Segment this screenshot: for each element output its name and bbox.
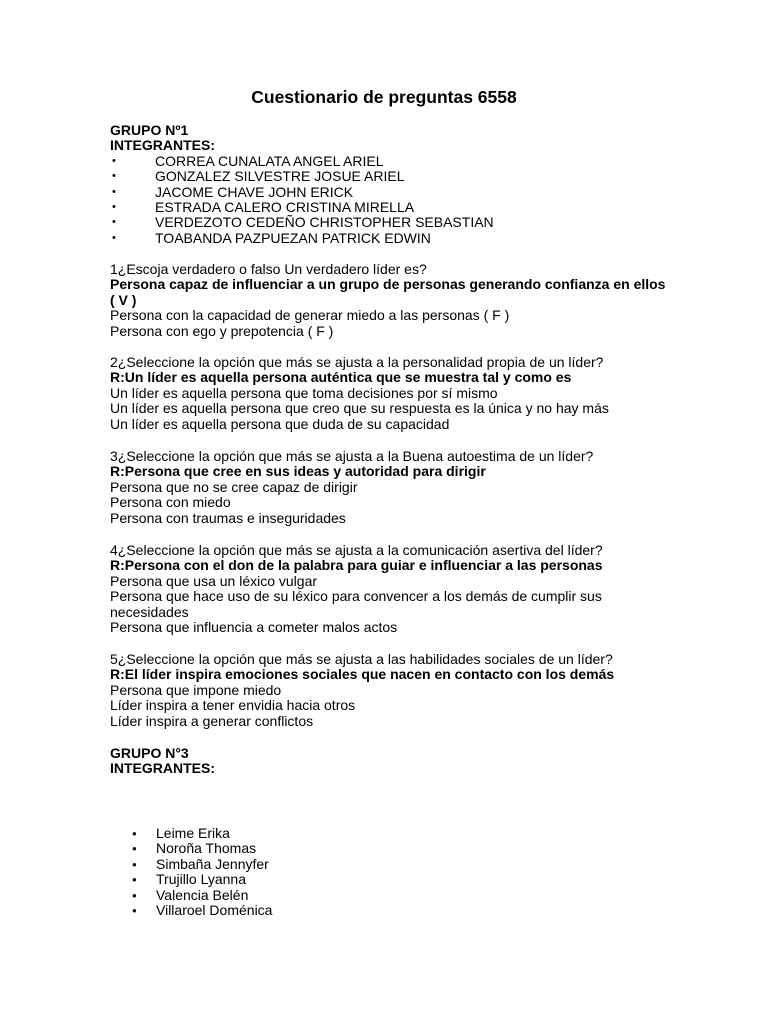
- answer-option: Persona que hace uso de su léxico para convencer a los demás de cumplir sus necesidades: [110, 588, 602, 620]
- document-title: Cuestionario de preguntas 6558: [251, 87, 517, 107]
- answer-option: Persona con traumas e inseguridades: [110, 509, 346, 526]
- correct-answer: R:El líder inspira emociones sociales que nacen en contacto con los demás: [110, 666, 615, 683]
- group-3-heading: GRUPO N°3: [110, 745, 189, 761]
- correct-answer: Persona capaz de influenciar a un grupo de personas generando confianza en ellos ( V ): [110, 276, 666, 308]
- question-text: 2¿Seleccione la opción que más se ajusta a la personalidad propia de un líder?: [110, 354, 604, 370]
- member-list-item: ● Noroña Thomas: [110, 841, 670, 856]
- member-list-item: ● Leime Erika: [110, 826, 670, 841]
- question-5: [110, 652, 670, 729]
- question-text: 3¿Seleccione la opción que más se ajusta a la Buena autoestima de un líder?: [110, 448, 594, 464]
- correct-answer: R:Persona que cree en sus ideas y autoridad para dirigir: [110, 463, 486, 480]
- member-list-item: ● Trujillo Lyanna: [110, 872, 670, 887]
- member-list-item: • GONZALEZ SILVESTRE JOSUE ARIEL: [110, 169, 670, 184]
- member-list-item: ● Simbaña Jennyfer: [110, 857, 670, 872]
- question-text: 4¿Seleccione la opción que más se ajusta a la comunicación asertiva del líder?: [110, 542, 603, 558]
- group-3-section: [110, 746, 670, 777]
- member-list-item: • CORREA CUNALATA ANGEL ARIEL: [110, 154, 670, 169]
- answer-option: Persona con la capacidad de generar miedo a las personas ( F ): [110, 307, 510, 324]
- answer-option: Un líder es aquella persona que toma decisiones por sí mismo: [110, 384, 498, 401]
- member-list-item: ● Valencia Belén: [110, 888, 670, 903]
- correct-answer: R:Un líder es aquella persona auténtica que se muestra tal y como es: [110, 369, 572, 386]
- group-3-member-list: [110, 826, 670, 918]
- correct-answer: R:Persona con el don de la palabra para guiar e influenciar a las personas: [110, 557, 603, 574]
- answer-option: Líder inspira a generar conflictos: [110, 712, 314, 729]
- answer-option: Persona que usa un léxico vulgar: [110, 572, 318, 589]
- member-list-item: • JACOME CHAVE JOHN ERICK: [110, 185, 670, 200]
- member-list-item: • TOABANDA PAZPUEZAN PATRICK EDWIN: [110, 231, 670, 246]
- group-1-members-label: INTEGRANTES:: [110, 137, 215, 154]
- answer-option: Un líder es aquella persona que creo que su respuesta es la única y no hay más: [110, 400, 609, 417]
- member-list-item: • VERDEZOTO CEDEÑO CHRISTOPHER SEBASTIAN: [110, 215, 670, 230]
- question-1: [110, 262, 670, 339]
- question-3: [110, 449, 670, 526]
- answer-option: Un líder es aquella persona que duda de su capacidad: [110, 415, 450, 432]
- answer-option: Líder inspira a tener envidia hacia otros: [110, 697, 356, 714]
- question-2: [110, 355, 670, 432]
- question-text: 5¿Seleccione la opción que más se ajusta a las habilidades sociales de un líder?: [110, 651, 613, 667]
- member-list-item: ● Villaroel Doménica: [110, 903, 670, 918]
- answer-option: Persona que impone miedo: [110, 681, 282, 698]
- group-1-member-list: [110, 154, 670, 246]
- answer-option: Persona con ego y prepotencia ( F ): [110, 322, 334, 339]
- answer-option: Persona con miedo: [110, 494, 231, 511]
- question-4: [110, 543, 670, 635]
- question-text: 1¿Escoja verdadero o falso Un verdadero líder es?: [110, 261, 427, 277]
- answer-option: Persona que influencia a cometer malos actos: [110, 619, 398, 636]
- member-list-item: • ESTRADA CALERO CRISTINA MIRELLA: [110, 200, 670, 215]
- group-3-member-list-container: [110, 826, 670, 918]
- group-1-heading: GRUPO Nº1: [110, 122, 189, 138]
- group-1-section: [110, 123, 670, 246]
- group-3-members-label: INTEGRANTES:: [110, 760, 215, 777]
- answer-option: Persona que no se cree capaz de dirigir: [110, 478, 358, 495]
